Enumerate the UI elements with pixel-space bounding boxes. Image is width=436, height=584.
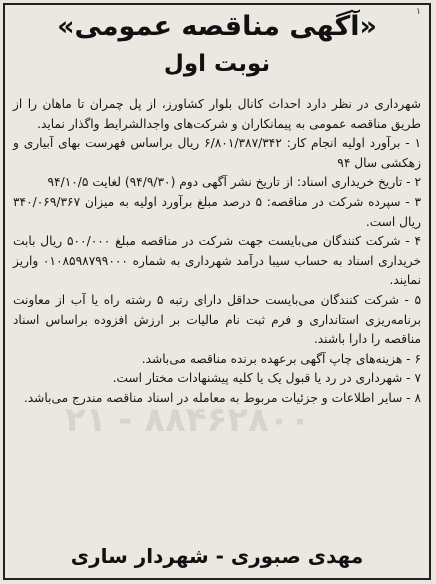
watermark-phone: ۲۱ - ۸۸۴۶۲۸۰۰ xyxy=(65,400,311,440)
notice-subtitle: نوبت اول xyxy=(163,51,271,77)
notice-item: ۴ - شرکت کنندگان می‌بایست جهت شرکت در مناقصه مبلغ ۵۰۰/۰۰۰ ریال بابت خریداری اسناد به حساب سیبا درآمد شهرداری به شماره ۰۱۰۸۵۹۸۷۹۹۰۰۰ واریز نمایند. xyxy=(13,234,421,288)
notice-item: ۷ - شهرداری در رد یا قبول یک یا کلیه پیشنهادات مختار است. xyxy=(112,371,421,386)
notice-title: «آگهی مناقصه عمومی» xyxy=(57,11,377,42)
notice-item: ۲ - تاریخ خریداری اسناد: از تاریخ نشر آگهی دوم (۹۴/۹/۳۰) لغایت ۹۴/۱۰/۵ xyxy=(47,175,421,190)
notice-item: ۵ - شرکت کنندگان می‌بایست حداقل دارای رتبه ۵ رشته راه یا آب از معاونت برنامه‌ریزی استانداری و فرم ثبت نام مالیات بر ارزش افزوده براساس اسناد مناقصه را دارا باشند. xyxy=(13,292,421,347)
notice-signature: مهدی صبوری - شهردار ساری xyxy=(70,544,364,568)
notice-item: ۶ - هزینه‌های چاپ آگهی برعهده برنده مناقصه می‌باشد. xyxy=(141,351,421,366)
notice-item: ۸ - سایر اطلاعات و جزئیات مربوط به معامله در اسناد مناقصه مندرج می‌باشد. xyxy=(23,390,421,405)
notice-body xyxy=(13,95,421,409)
corner-mark: ۱ xyxy=(416,7,421,17)
notice-item: ۱ - برآورد اولیه انجام کار: ۶/۸۰۱/۳۸۷/۳۴۲ ریال براساس فهرست بهای آبیاری و زهکشی سال ۹۴ xyxy=(13,136,421,170)
notice-frame xyxy=(3,3,431,580)
notice-item: ۳ - سپرده شرکت در مناقصه: ۵ درصد مبلغ برآورد اولیه به میزان ۳۴۰/۰۶۹/۳۶۷ ریال است. xyxy=(13,194,421,229)
notice-intro: شهرداری در نظر دارد احداث کانال بلوار کشاورز، از پل چمران تا ماهان را از طریق مناقصه عمومی به پیمانکاران و شرکت‌های واجدالشرایط واگذار نماید. xyxy=(13,97,421,131)
